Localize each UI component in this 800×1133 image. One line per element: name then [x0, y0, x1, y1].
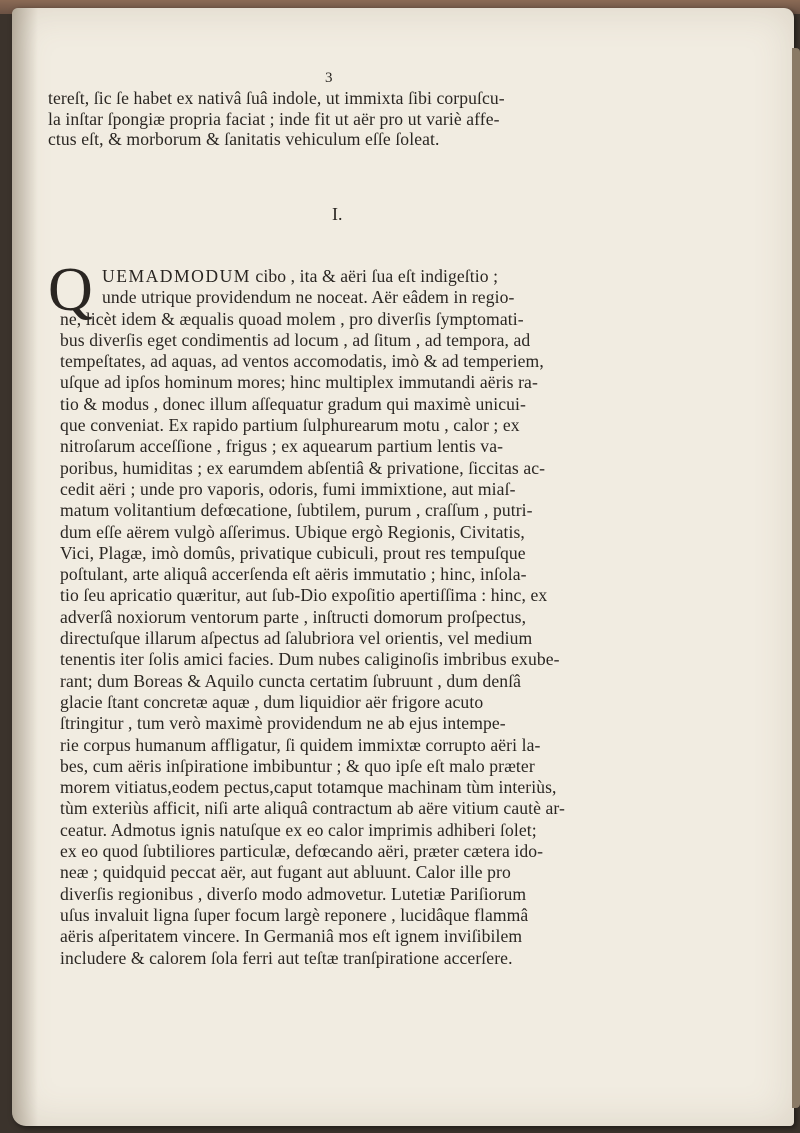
text-line: poribus, humiditas ; ex earumdem abſentiâ & privatione, ſiccitas ac- [60, 457, 546, 478]
first-line-rest: cibo , ita & aëri ſua eſt indigeſtio ; [250, 266, 499, 286]
text-line: ceatur. Admotus ignis natuſque ex eo calor imprimis adhiberi ſolet; [60, 819, 537, 840]
text-line: rant; dum Boreas & Aquilo cuncta certatim ſubruunt , dum denſâ [60, 670, 522, 691]
text-line: includere & calorem ſola ferri aut teſtæ tranſpiratione accerſere. [60, 947, 513, 968]
drop-cap: Q [48, 256, 93, 324]
text-line: bes, cum aëris inſpiratione imbibuntur ; & quo ipſe eſt malo præter [60, 755, 535, 776]
text-line: Vici, Plagæ, imò domûs, privatique cubiculi, prout res tempuſque [60, 542, 526, 563]
text-line: ne, licèt idem & æqualis quoad molem , pro diverſis ſymptomati- [60, 308, 524, 329]
text-line: matum volitantium defœcatione, ſubtilem, purum , craſſum , putri- [60, 500, 533, 521]
page-gutter-shadow [12, 8, 38, 1126]
text-line: dum eſſe aërem vulgò aſſerimus. Ubique ergò Regionis, Civitatis, [60, 521, 525, 542]
text-line: tempeſtates, ad aquas, ad ventos accomodatis, imò & ad temperiem, [60, 351, 544, 372]
text-line: tenentis iter ſolis amici facies. Dum nubes caliginoſis imbribus exube- [60, 649, 560, 670]
text-line: uſque ad ipſos hominum mores; hinc multiplex immutandi aëris ra- [60, 372, 538, 393]
page-number: 3 [325, 70, 333, 86]
text-line: directuſque illarum aſpectus ad ſalubriora vel orientis, vel medium [60, 628, 533, 649]
text-line: glacie ſtant concretæ aquæ , dum liquidior aër frigore acuto [60, 691, 484, 712]
intro-paragraph [48, 88, 638, 150]
text-line: unde utrique providendum ne noceat. Aër eâdem in regio- [102, 287, 515, 308]
text-line: aëris aſperitatem vincere. In Germaniâ mos eſt ignem inviſibilem [60, 926, 523, 947]
text-line: ctus eſt, & morborum & ſanitatis vehiculum eſſe ſoleat. [48, 129, 440, 149]
text-line: tio & modus , donec illum aſſequatur gradum qui maximè unicui- [60, 393, 526, 414]
text-line: tio ſeu apricatio quæritur, aut ſub-Dio expoſitio apertiſſima : hinc, ex [60, 585, 548, 606]
text-line: diverſis regionibus , diverſo modo admovetur. Lutetiæ Pariſiorum [60, 883, 527, 904]
text-line: tùm exteriùs afficit, niſi arte aliquâ contractum ab aëre vitium cautè ar- [60, 798, 565, 819]
body-paragraph [60, 266, 650, 969]
text-line: la inſtar ſpongiæ propria faciat ; inde fit ut aër pro ut variè affe- [48, 108, 500, 129]
text-line: adverſâ noxiorum ventorum parte , inſtructi domorum proſpectus, [60, 606, 527, 627]
text-line: rie corpus humanum affligatur, ſi quidem immixtæ corrupto aëri la- [60, 734, 541, 755]
text-line: cedit aëri ; unde pro vaporis, odoris, fumi immixtione, aut miaſ- [60, 478, 516, 499]
text-line: ex eo quod ſubtiliores particulæ, defœcando aëri, præter cætera ido- [60, 841, 544, 862]
text-line: poſtulant, arte aliquâ accerſenda eſt aëris immutatio ; hinc, inſola- [60, 564, 527, 585]
text-line: tereſt, ſic ſe habet ex nativâ ſuâ indole, ut immixta ſibi corpuſcu- [48, 88, 505, 108]
book-page [12, 8, 794, 1126]
text-line: nitroſarum acceſſione , frigus ; ex aquearum partium lentis va- [60, 436, 504, 457]
text-line: morem vitiatus,eodem pectus,caput totamque machinam tùm interiùs, [60, 777, 557, 798]
first-word: UEMADMODUM [102, 266, 251, 286]
text-line [60, 266, 650, 287]
page-right-edge [792, 48, 800, 1108]
text-line: uſus invaluit ligna ſuper focum largè reponere , lucidâque flammâ [60, 904, 529, 925]
text-line: ſtringitur , tum verò maximè providendum ne ab ejus intempe- [60, 713, 506, 734]
text-line: que conveniat. Ex rapido partium ſulphurearum motu , calor ; ex [60, 415, 520, 436]
text-line: neæ ; quidquid peccat aër, aut fugant aut abluunt. Calor ille pro [60, 862, 511, 883]
text-line: bus diverſis eget condimentis ad locum , ad ſitum , ad tempora, ad [60, 329, 531, 350]
section-numeral: I. [332, 204, 343, 224]
